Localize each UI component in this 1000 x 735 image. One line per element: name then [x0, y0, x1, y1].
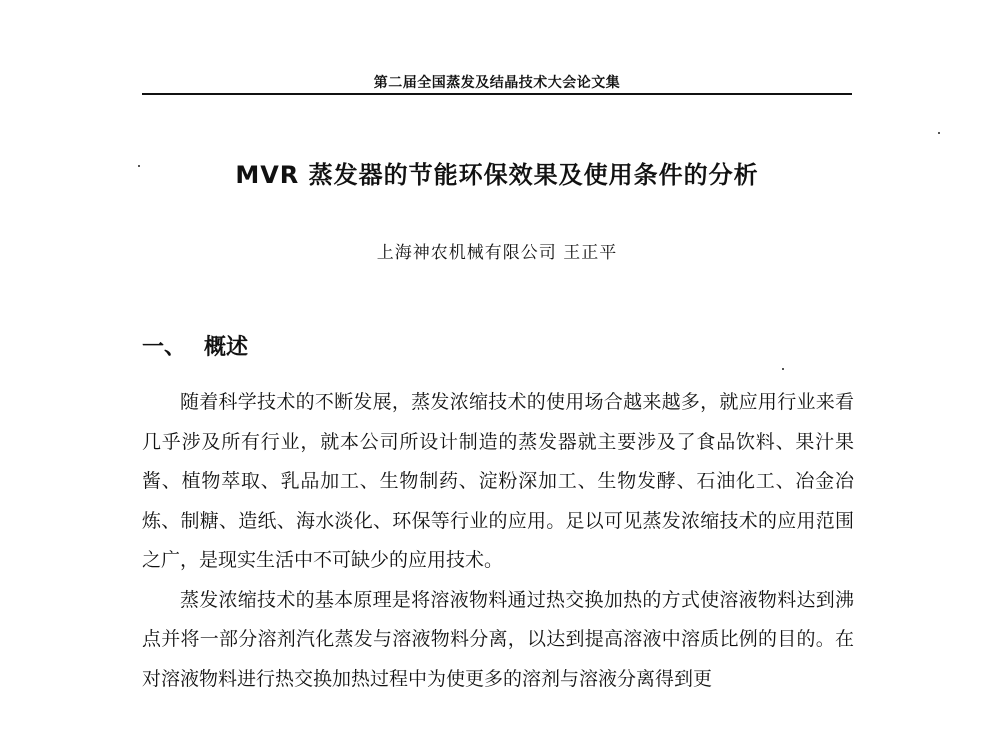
running-header: 第二届全国蒸发及结晶技术大会论文集 [373, 75, 621, 91]
paragraph-1: 随着科学技术的不断发展，蒸发浓缩技术的使用场合越来越多，就应用行业来看几乎涉及所有行业，就本公司所设计制造的蒸发器就主要涉及了食品饮料、果汁果酱、植物萃取、乳品加工、生物制药、淀粉深加工、生物发酵、石油化工、冶金冶炼、制糖、造纸、海水淡化、环保等行业的应用。足以可见蒸发浓缩技术的应用范围之广，是现实生活中不可缺少的应用技术。 [142, 391, 854, 571]
scan-speck [138, 165, 140, 167]
author-affiliation: 上海神农机械有限公司 王正平 [376, 243, 618, 263]
section-title: 概述 [204, 335, 249, 360]
scan-speck [782, 368, 784, 370]
paragraph-2: 蒸发浓缩技术的基本原理是将溶液物料通过热交换加热的方式使溶液物料达到沸点并将一部分溶剂汽化蒸发与溶液物料分离，以达到提高溶液中溶质比例的目的。在对溶液物料进行热交换加热过程中为使更多的溶剂与溶液分离得到更 [142, 588, 854, 690]
header-rule [142, 93, 852, 95]
section-heading [142, 330, 248, 361]
body-text [142, 383, 854, 699]
paper-title: MVR 蒸发器的节能环保效果及使用条件的分析 [235, 161, 759, 189]
section-number: 一、 [142, 335, 187, 360]
scan-speck [938, 132, 940, 134]
